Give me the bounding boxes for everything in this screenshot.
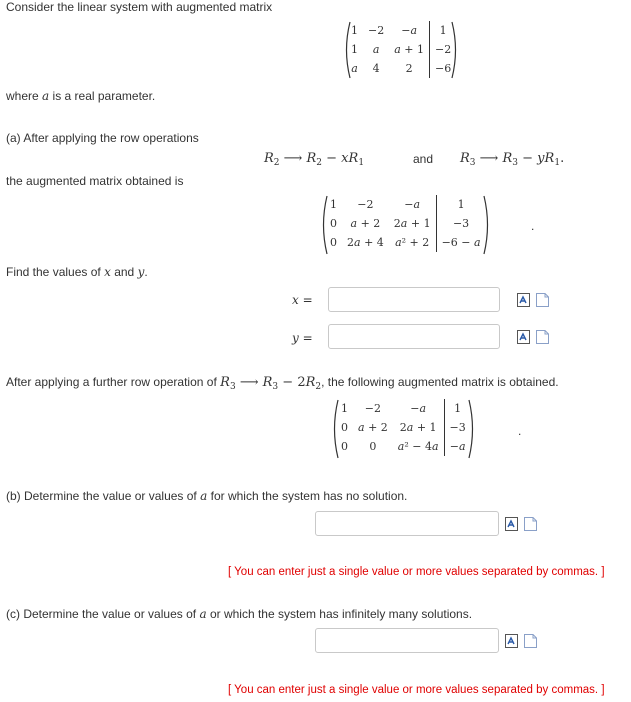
matrix-row [346,40,456,59]
part-b-note: [ You can enter just a single value or more values separated by commas. ] [228,566,605,578]
preview-icon[interactable] [517,293,530,307]
preview-icon[interactable] [505,634,518,648]
matrix-3-period: . [518,424,522,438]
matrix-cell: −a [444,437,471,456]
matrix-cell: 2a + 4 [347,236,384,249]
matrix-cell: −a [410,402,427,415]
matrix-row [336,418,471,437]
matrix-3 [336,399,471,456]
matrix-cell: a [351,62,358,75]
matrix-2 [325,195,486,252]
matrix-cell: −a [404,198,421,211]
matrix-1 [346,21,456,78]
matrix-cell: 2a + 1 [393,217,431,230]
matrix-cell: −a [401,24,417,37]
matrix-cell: a² − 4a [397,440,439,453]
intro-text: Consider the linear system with augmented matrix [6,0,273,14]
find-values-text: Find the values of x and y. [6,265,148,279]
parameter-text: where a is a real parameter. [6,89,156,103]
matrix-cell: 0 [369,440,377,453]
matrix-cell: a [372,43,380,56]
matrix-cell: 0 [341,421,348,434]
matrix-cell: a + 2 [358,421,388,434]
matrix-row [336,399,471,418]
x-answer-input[interactable] [328,287,500,312]
matrix-cell: 1 [341,402,348,415]
matrix-cell: 1 [444,399,471,418]
matrix-cell: 1 [330,198,337,211]
part-c-question: (c) Determine the value or values of a or which the system has infinitely many solutions. [6,607,473,621]
matrix-cell: −2 [364,402,381,415]
matrix-cell: −3 [444,418,471,437]
part-a-heading: (a) After applying the row operations [6,131,199,145]
help-icon[interactable] [524,634,537,648]
preview-icon[interactable] [505,517,518,531]
part-c-answer-input[interactable] [315,628,499,653]
matrix-cell: 0 [330,236,337,249]
matrix-row [336,437,471,456]
matrix-cell: −6 − a [436,233,486,252]
matrix-row [346,21,456,40]
matrix-cell: −2 [430,40,457,59]
matrix-row [346,59,456,78]
matrix-cell: −2 [368,24,385,37]
matrix-cell: 2a + 1 [399,421,437,434]
help-icon[interactable] [536,293,549,307]
matrix-cell: a + 2 [350,217,381,230]
matrix-cell: −3 [436,214,486,233]
matrix-cell: a + 1 [394,43,424,56]
matrix-cell: 0 [341,440,348,453]
part-c-note: [ You can enter just a single value or more values separated by commas. ] [228,684,605,696]
matrix-row [325,233,486,252]
further-op-text: After applying a further row operation of $R_3$ ⟶ $R_3 - 2R_2$, the following augmented matrix is obtained. [6,375,559,392]
part-b-answer-input[interactable] [315,511,499,536]
matrix-row [325,195,486,214]
obtained-text: the augmented matrix obtained is [6,174,184,188]
y-label: y = [292,331,313,345]
matrix-cell: 0 [330,217,337,230]
help-icon[interactable] [536,330,549,344]
matrix-cell: −6 [430,59,457,78]
matrix-cell: 1 [436,195,486,214]
help-icon[interactable] [524,517,537,531]
matrix-cell: 1 [351,43,358,56]
part-b-question: (b) Determine the value or values of a for which the system has no solution. [6,489,408,503]
preview-icon[interactable] [517,330,530,344]
matrix-cell: 1 [351,24,358,37]
matrix-cell: a² + 2 [395,236,430,249]
x-label: x = [292,293,313,307]
matrix-cell: 1 [430,21,457,40]
matrix-2-period: . [531,219,535,233]
matrix-cell: 4 [372,62,380,75]
and-label: and [413,152,434,166]
matrix-row [325,214,486,233]
matrix-cell: −2 [357,198,374,211]
row-op-1: $R_2$ ⟶ $R_2 - xR_1$ [264,151,365,168]
matrix-cell: 2 [405,62,413,75]
y-answer-input[interactable] [328,324,500,349]
row-op-2: $R_3$ ⟶ $R_3 - yR_1$. [460,151,565,168]
